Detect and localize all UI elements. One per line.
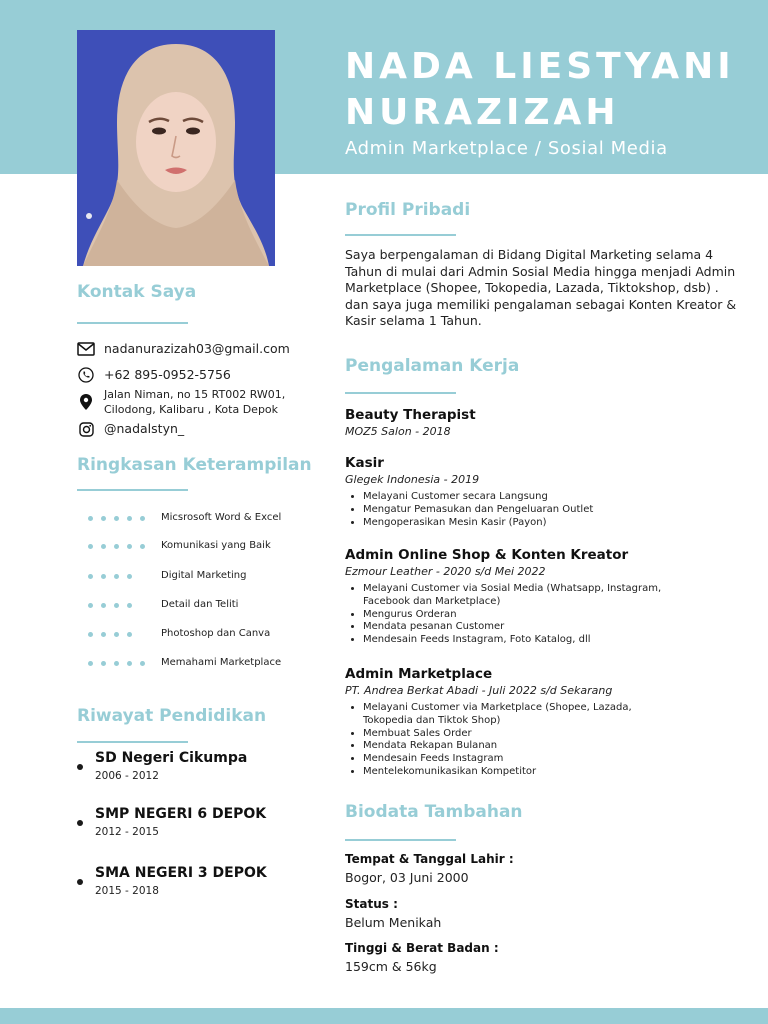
name-line-1: NADA LIESTYANI xyxy=(345,46,735,87)
full-name xyxy=(345,44,755,136)
education-years: 2006 - 2012 xyxy=(95,770,159,782)
contact-phone[interactable] xyxy=(77,367,231,383)
skill-dot xyxy=(88,516,93,521)
biodata-label: Tinggi & Berat Badan : xyxy=(345,941,499,955)
biodata-value: 159cm & 56kg xyxy=(345,959,437,974)
skill-dot xyxy=(127,516,132,521)
address-line-2: Cilodong, Kalibaru , Kota Depok xyxy=(104,403,279,416)
email-text: nadanurazizah03@gmail.com xyxy=(104,341,290,356)
biodata-value: Bogor, 03 Juni 2000 xyxy=(345,870,469,885)
skill-dot xyxy=(101,544,106,549)
education-section-title: Riwayat Pendidikan xyxy=(77,706,267,726)
education-school: SD Negeri Cikumpa xyxy=(95,750,248,766)
experience-divider xyxy=(345,392,456,394)
skill-level-dots xyxy=(88,574,140,579)
skill-dot xyxy=(88,544,93,549)
phone-icon xyxy=(77,367,95,383)
skill-label: Digital Marketing xyxy=(161,570,247,581)
skill-dot xyxy=(114,574,119,579)
job-title: Kasir xyxy=(345,455,384,471)
job-subtitle: MOZ5 Salon - 2018 xyxy=(345,425,451,438)
address-line-1: Jalan Niman, no 15 RT002 RW01, xyxy=(104,388,286,401)
skill-level-dots xyxy=(88,516,153,521)
contact-divider xyxy=(77,322,188,324)
job-bullet: • Melayani Customer via Sosial Media (Whatsapp, Instagram, Facebook dan Marketplace) xyxy=(363,583,685,609)
job-bullets xyxy=(345,702,665,779)
job-bullet: • Mendata pesanan Customer xyxy=(363,621,685,634)
job-bullets xyxy=(345,583,685,647)
education-school: SMA NEGERI 3 DEPOK xyxy=(95,865,267,881)
biodata-divider xyxy=(345,839,456,841)
education-divider xyxy=(77,741,188,743)
footer-band xyxy=(0,1008,768,1024)
skill-dot xyxy=(127,603,132,608)
skills-divider xyxy=(77,489,188,491)
job-bullets xyxy=(345,491,745,529)
biodata-value: Belum Menikah xyxy=(345,915,442,930)
phone-text: +62 895-0952-5756 xyxy=(104,367,231,382)
skill-label: Photoshop dan Canva xyxy=(161,628,271,639)
job-bullet: • Mengoperasikan Mesin Kasir (Payon) xyxy=(363,517,745,530)
skill-dot xyxy=(114,544,119,549)
instagram-icon xyxy=(77,421,95,437)
contact-email[interactable] xyxy=(77,341,290,357)
job-role: Admin Marketplace / Sosial Media xyxy=(345,138,668,159)
skill-dot xyxy=(101,516,106,521)
job-bullet: • Mengurus Orderan xyxy=(363,609,685,622)
education-bullet xyxy=(77,879,83,885)
biodata-item xyxy=(345,941,745,974)
skill-dot xyxy=(127,574,132,579)
instagram-text: @nadalstyn_ xyxy=(104,421,185,436)
skill-dot xyxy=(127,661,132,666)
skill-dot xyxy=(114,632,119,637)
skill-dot xyxy=(140,661,145,666)
job-title: Beauty Therapist xyxy=(345,407,476,423)
job-subtitle: Glegek Indonesia - 2019 xyxy=(345,473,480,486)
biodata-label: Tempat & Tanggal Lahir : xyxy=(345,852,514,866)
skill-dot xyxy=(127,632,132,637)
skill-level-dots xyxy=(88,661,153,666)
job-bullet: • Melayani Customer via Marketplace (Shopee, Lazada, Tokopedia dan Tiktok Shop) xyxy=(363,702,665,728)
job-title: Admin Marketplace xyxy=(345,666,493,682)
job-bullet: • Mendata Rekapan Bulanan xyxy=(363,740,665,753)
skill-dot xyxy=(114,603,119,608)
skill-label: Memahami Marketplace xyxy=(161,657,282,668)
skill-label: Komunikasi yang Baik xyxy=(161,540,271,551)
profile-text: Saya berpengalaman di Bidang Digital Marketing selama 4 Tahun di mulai dari Admin Sosial Media hingga menjadi Admin Marketplace (Shopee, Tokopedia, Lazada, Tiktokshop, dsb) . dan saya juga memiliki pengalaman sebagai Konten Kreator & Kasir selama 1 Tahun. xyxy=(345,247,737,329)
job-subtitle: Ezmour Leather - 2020 s/d Mei 2022 xyxy=(345,565,546,578)
skill-dot xyxy=(101,632,106,637)
education-bullet xyxy=(77,820,83,826)
contact-section-title: Kontak Saya xyxy=(77,282,197,302)
skill-dot xyxy=(88,632,93,637)
skill-dot xyxy=(101,603,106,608)
skill-label: Detail dan Teliti xyxy=(161,599,239,610)
skill-dot xyxy=(88,603,93,608)
location-pin-icon xyxy=(77,387,95,417)
profile-divider xyxy=(345,234,456,236)
education-school: SMP NEGERI 6 DEPOK xyxy=(95,806,267,822)
biodata-section-title: Biodata Tambahan xyxy=(345,802,523,822)
skill-dot xyxy=(101,661,106,666)
biodata-item xyxy=(345,897,745,930)
job-entry xyxy=(345,547,745,647)
job-subtitle: PT. Andrea Berkat Abadi - Juli 2022 s/d Sekarang xyxy=(345,684,613,697)
skill-dot xyxy=(114,661,119,666)
contact-instagram[interactable] xyxy=(77,421,184,437)
name-line-2: NURAZIZAH xyxy=(345,92,620,133)
job-entry xyxy=(345,407,745,438)
biodata-label: Status : xyxy=(345,897,398,911)
education-years: 2015 - 2018 xyxy=(95,885,159,897)
skill-dot xyxy=(140,544,145,549)
skill-dot xyxy=(101,574,106,579)
profile-section-title: Profil Pribadi xyxy=(345,200,471,220)
skill-dot xyxy=(114,516,119,521)
job-entry xyxy=(345,455,745,529)
job-bullet: • Mendesain Feeds Instagram, Foto Katalog, dll xyxy=(363,634,685,647)
skill-dot xyxy=(127,544,132,549)
job-bullet: • Membuat Sales Order xyxy=(363,728,665,741)
job-entry xyxy=(345,666,745,779)
skill-dot xyxy=(88,574,93,579)
job-bullet: • Mentelekomunikasikan Kompetitor xyxy=(363,766,665,779)
job-bullet: • Mendesain Feeds Instagram xyxy=(363,753,665,766)
experience-section-title: Pengalaman Kerja xyxy=(345,356,520,376)
biodata-item xyxy=(345,852,745,885)
job-bullet: • Mengatur Pemasukan dan Pengeluaran Outlet xyxy=(363,504,745,517)
skill-label: Micsrosoft Word & Excel xyxy=(161,512,282,523)
skill-level-dots xyxy=(88,544,153,549)
job-title: Admin Online Shop & Konten Kreator xyxy=(345,547,629,563)
address-text xyxy=(104,387,285,417)
skill-level-dots xyxy=(88,632,140,637)
contact-address xyxy=(77,387,285,417)
skill-level-dots xyxy=(88,603,140,608)
skill-dot xyxy=(140,516,145,521)
job-bullet: • Melayani Customer secara Langsung xyxy=(363,491,745,504)
skill-dot xyxy=(88,661,93,666)
education-bullet xyxy=(77,764,83,770)
skills-section-title: Ringkasan Keterampilan xyxy=(77,455,312,475)
mail-icon xyxy=(77,341,95,357)
education-years: 2012 - 2015 xyxy=(95,826,159,838)
profile-photo xyxy=(77,30,275,266)
